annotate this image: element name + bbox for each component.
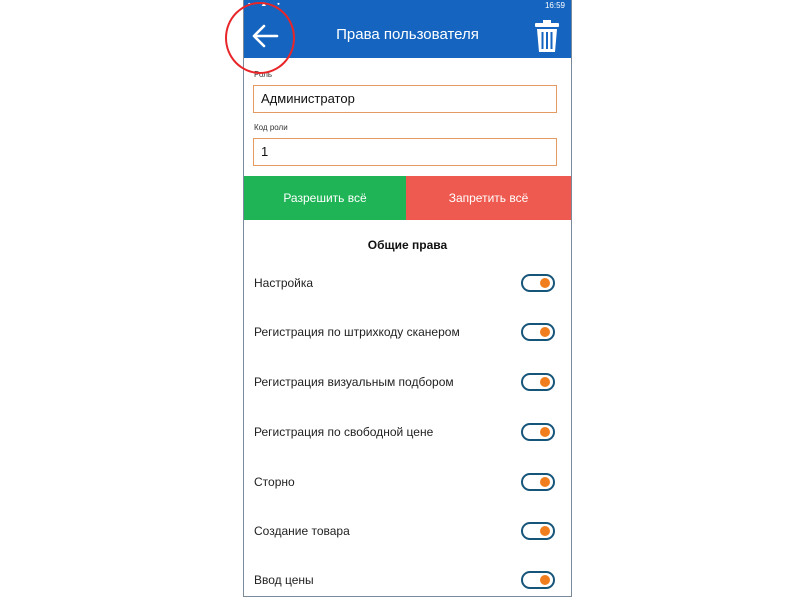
permission-toggle[interactable]: [521, 274, 555, 292]
toggle-knob: [540, 327, 550, 337]
toggle-knob: [540, 477, 550, 487]
role-label: Роль: [254, 70, 273, 79]
permission-row: [244, 363, 571, 403]
status-icons: ▪ ▲ ▪: [248, 1, 284, 8]
permission-label: Регистрация визуальным подбором: [254, 375, 454, 389]
permission-row: [244, 313, 571, 353]
toggle-knob: [540, 427, 550, 437]
role-code-label: Код роли: [254, 123, 288, 132]
permission-toggle[interactable]: [521, 473, 555, 491]
permission-label: Регистрация по штрихкоду сканером: [254, 325, 460, 339]
phone-screen: [243, 0, 572, 597]
page-title: Права пользователя: [336, 26, 479, 43]
allow-all-button[interactable]: Разрешить всё: [244, 176, 406, 220]
section-title: Общие права: [367, 238, 448, 252]
toggle-knob: [540, 575, 550, 585]
role-code-field[interactable]: 1: [253, 138, 557, 166]
highlight-circle: [225, 2, 295, 74]
deny-all-button[interactable]: Запретить всё: [406, 176, 571, 220]
permission-row: [244, 463, 571, 503]
permission-label: Ввод цены: [254, 573, 314, 587]
permission-row: [244, 512, 571, 552]
trash-icon: [533, 19, 561, 53]
permission-label: Настройка: [254, 276, 314, 290]
permission-toggle[interactable]: [521, 571, 555, 589]
toggle-knob: [540, 526, 550, 536]
permission-toggle[interactable]: [521, 323, 555, 341]
permission-label: Сторно: [254, 475, 295, 489]
permission-row: [244, 264, 571, 304]
permission-label: Создание товара: [254, 524, 350, 538]
permission-toggle[interactable]: [521, 423, 555, 441]
toggle-knob: [540, 278, 550, 288]
permission-row: [244, 561, 571, 597]
role-field[interactable]: Администратор: [253, 85, 557, 113]
permission-toggle[interactable]: [521, 373, 555, 391]
permission-row: [244, 413, 571, 453]
status-time: 16:59: [544, 1, 565, 10]
toggle-knob: [540, 377, 550, 387]
permission-label: Регистрация по свободной цене: [254, 425, 434, 439]
delete-button[interactable]: [531, 18, 563, 54]
permission-toggle[interactable]: [521, 522, 555, 540]
